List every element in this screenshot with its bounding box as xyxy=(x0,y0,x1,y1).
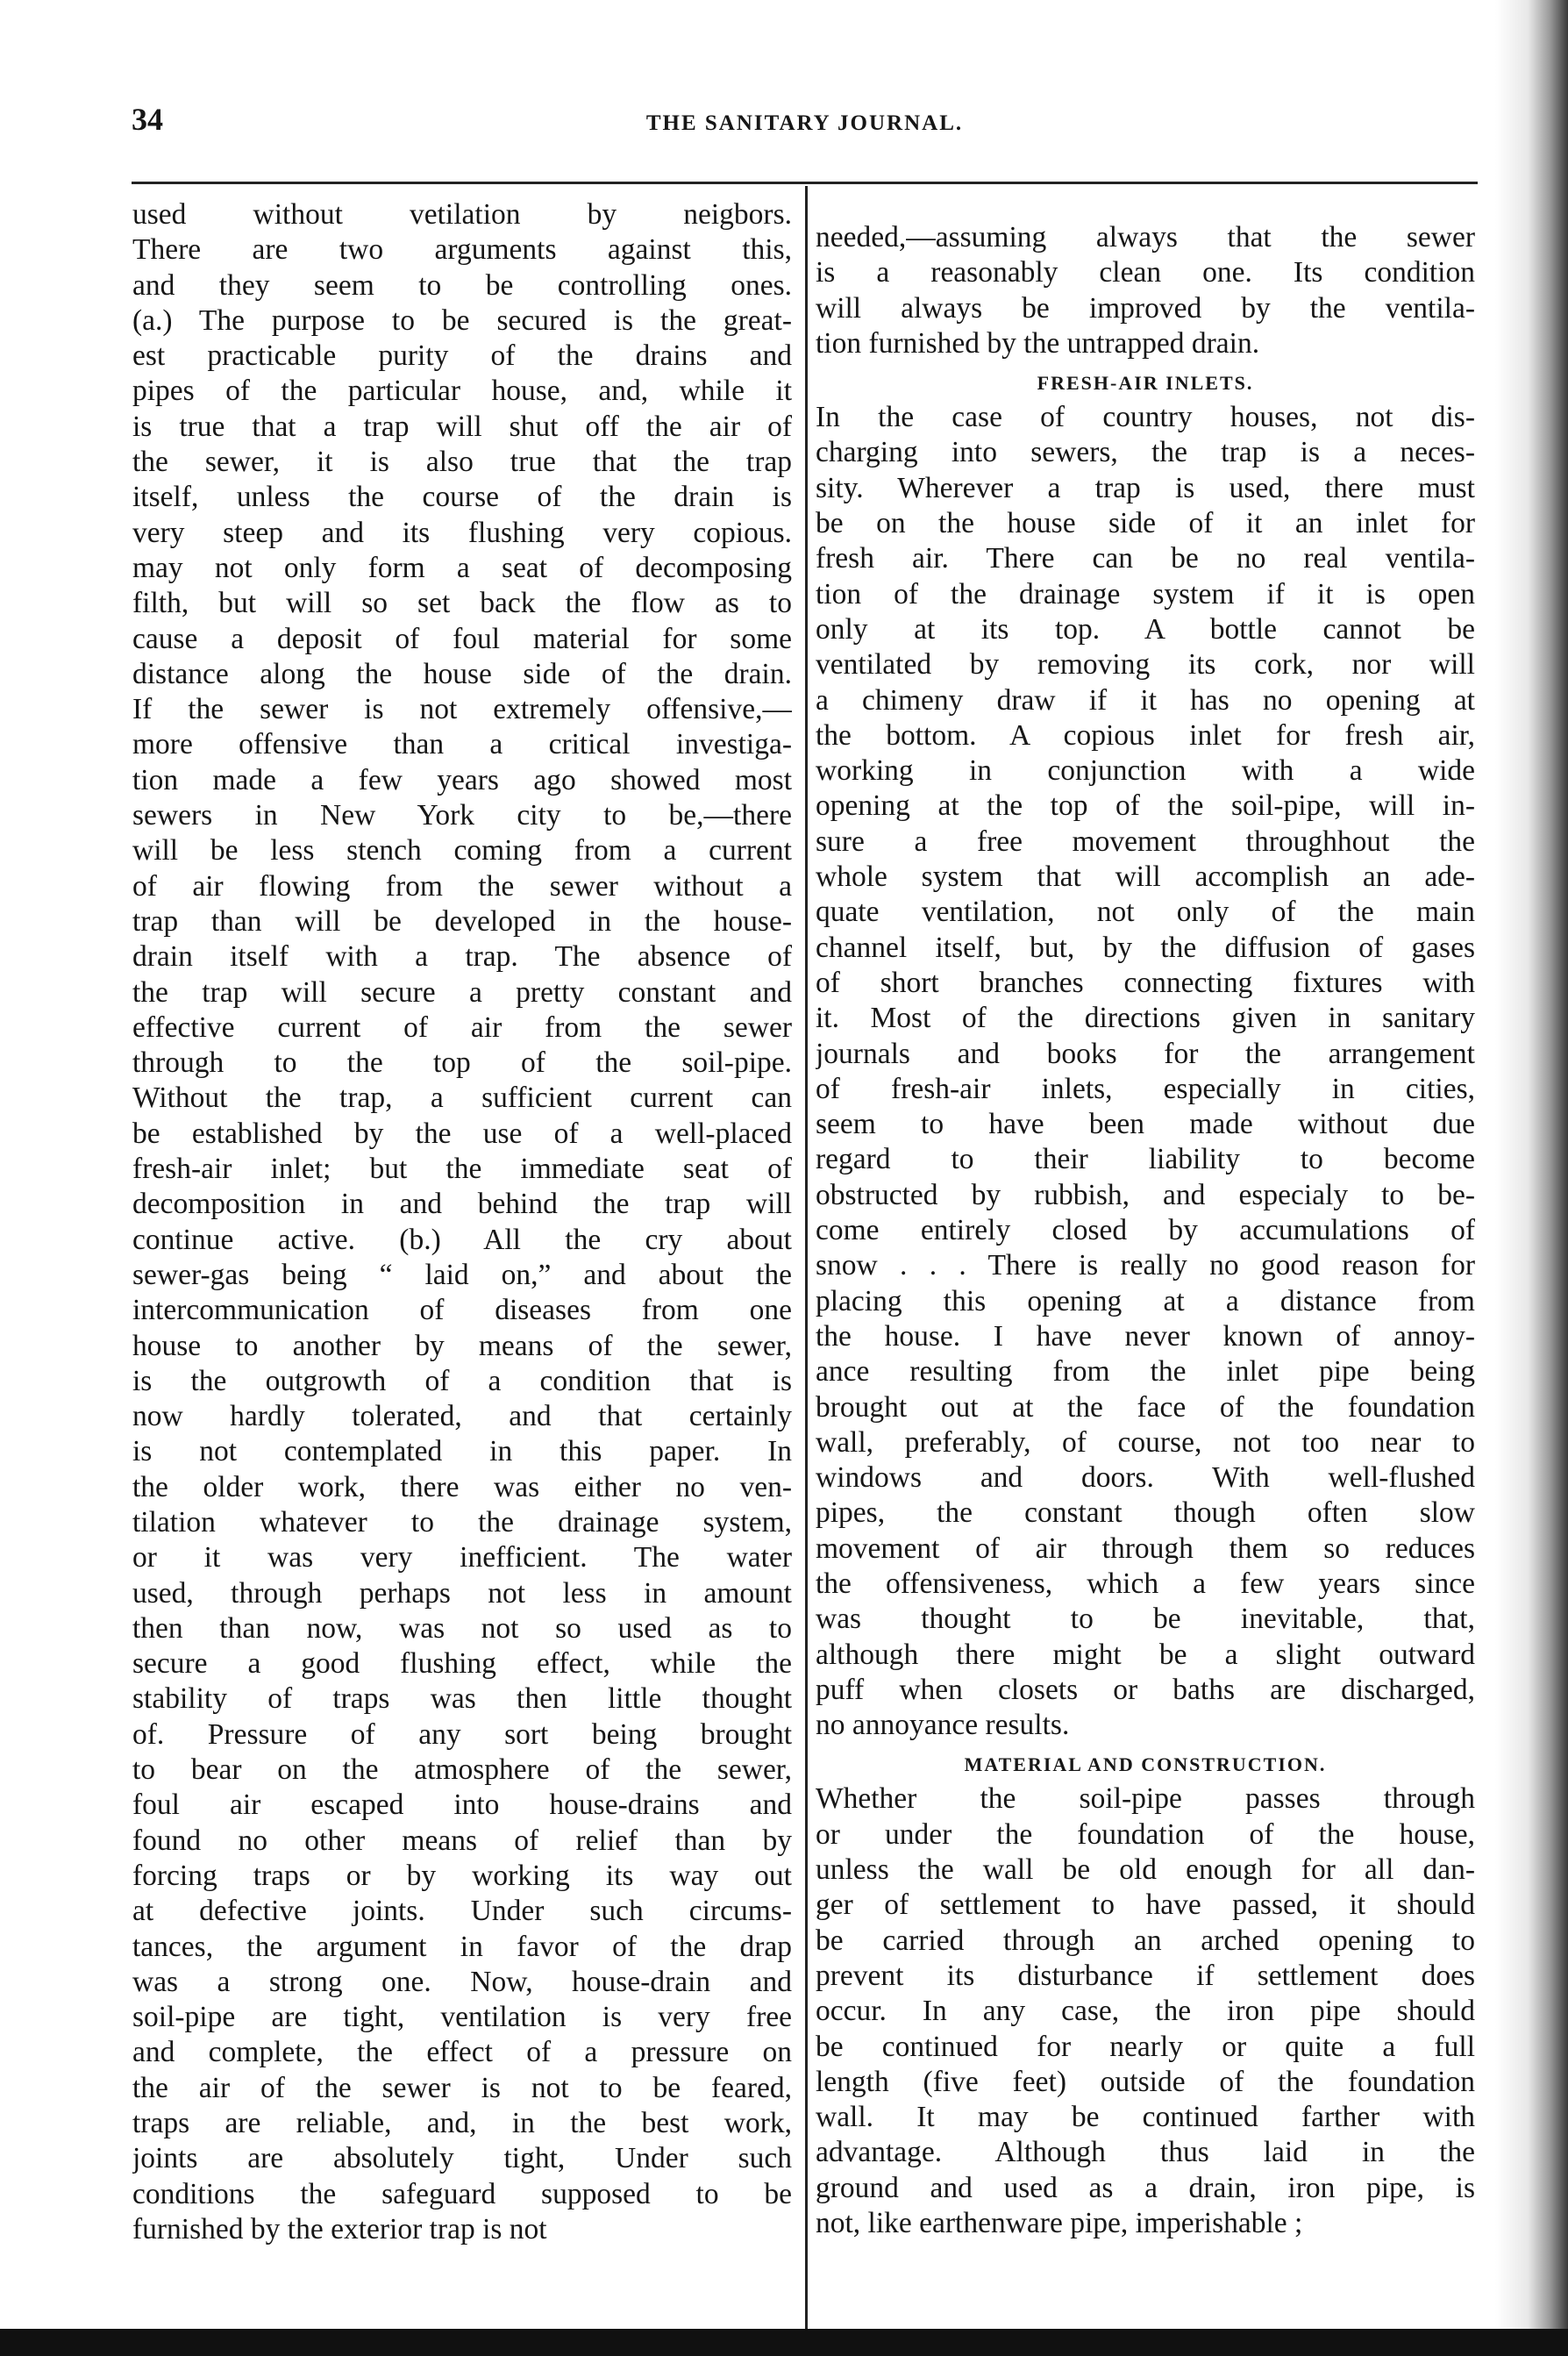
text-line: prevent its disturbance if settlement does xyxy=(816,1959,1475,1992)
text-line: intercommunication of diseases from one xyxy=(132,1294,792,1327)
text-line: to bear on the atmosphere of the sewer, xyxy=(132,1753,792,1787)
text-line: length (five feet) outside of the foundation xyxy=(816,2065,1475,2098)
text-line: occur. In any case, the iron pipe should xyxy=(816,1995,1475,2028)
section-fresh-air-inlets xyxy=(816,400,1475,1743)
text-line: the older work, there was either no ven- xyxy=(132,1470,792,1503)
text-line: fresh-air inlet; but the immediate seat of xyxy=(132,1153,792,1186)
text-line: the air of the sewer is not to be feared, xyxy=(132,2071,792,2104)
text-line: tances, the argument in favor of the drap xyxy=(132,1930,792,1963)
text-line: then than now, was not so used as to xyxy=(132,1611,792,1645)
text-line: charging into sewers, the trap is a neces- xyxy=(816,436,1475,469)
text-line: found no other means of relief than by xyxy=(132,1824,792,1857)
text-line: puff when closets or baths are discharged, xyxy=(816,1673,1475,1706)
text-line: est practicable purity of the drains and xyxy=(132,339,792,373)
text-line: If the sewer is not extremely offensive,— xyxy=(132,693,792,726)
text-line: channel itself, but, by the diffusion of gases xyxy=(816,931,1475,964)
text-line: be on the house side of it an inlet for xyxy=(816,507,1475,540)
text-line: forcing traps or by working its way out xyxy=(132,1859,792,1892)
text-line: effective current of air from the sewer xyxy=(132,1010,792,1044)
text-line: it. Most of the directions given in sanitary xyxy=(816,1002,1475,1035)
right-column-opening xyxy=(816,220,1475,361)
text-line: needed,—assuming always that the sewer xyxy=(816,221,1475,253)
text-line: decomposition in and behind the trap will xyxy=(132,1188,792,1221)
text-line: will always be improved by the ventila- xyxy=(816,291,1475,325)
text-line: snow . . . There is really no good reason for xyxy=(816,1249,1475,1282)
page-number: 34 xyxy=(132,102,163,137)
text-line: There are two arguments against this, xyxy=(132,233,792,267)
text-line: a chimeny draw if it has no opening at xyxy=(816,683,1475,717)
text-line: seem to have been made without due xyxy=(816,1108,1475,1141)
text-line: unless the wall be old enough for all dan- xyxy=(816,1853,1475,1887)
text-line: distance along the house side of the drain. xyxy=(132,657,792,690)
text-line: sity. Wherever a trap is used, there must xyxy=(816,471,1475,504)
text-line: the sewer, it is also true that the trap xyxy=(132,446,792,479)
text-line: the bottom. A copious inlet for fresh air, xyxy=(816,718,1475,752)
text-line: be continued for nearly or quite a full xyxy=(816,2030,1475,2063)
text-line: will be less stench coming from a current xyxy=(132,834,792,867)
text-line: fresh air. There can be no real ventila- xyxy=(816,542,1475,575)
right-column xyxy=(816,220,1475,2241)
text-line: regard to their liability to become xyxy=(816,1143,1475,1176)
text-line: was a strong one. Now, house-drain and xyxy=(132,1965,792,1998)
text-line: is a reasonably clean one. Its condition xyxy=(816,256,1475,289)
text-line: and complete, the effect of a pressure on xyxy=(132,2036,792,2069)
text-line: whole system that will accomplish an ade- xyxy=(816,860,1475,894)
text-line: In the case of country houses, not dis- xyxy=(816,401,1475,434)
text-line: sewers in New York city to be,—there xyxy=(132,799,792,832)
text-line: tion of the drainage system if it is open xyxy=(816,577,1475,610)
text-line: sewer-gas being “ laid on,” and about the xyxy=(132,1258,792,1291)
text-line: the house. I have never known of annoy- xyxy=(816,1319,1475,1353)
text-line: no annoyance results. xyxy=(816,1709,1070,1742)
section-heading-fresh-air-inlets: FRESH-AIR INLETS. xyxy=(1037,372,1254,395)
text-line: although there might be a slight outward xyxy=(816,1638,1475,1671)
text-line: not, like earthenware pipe, imperishable ; xyxy=(816,2207,1303,2240)
text-line: very steep and its flushing very copious. xyxy=(132,516,792,549)
text-line: placing this opening at a distance from xyxy=(816,1284,1475,1317)
text-line: tion made a few years ago showed most xyxy=(132,763,792,796)
text-line: ground and used as a drain, iron pipe, is xyxy=(816,2171,1475,2204)
text-line: joints are absolutely tight, Under such xyxy=(132,2142,792,2175)
text-line: at defective joints. Under such circums- xyxy=(132,1895,792,1928)
text-line: ventilated by removing its cork, nor will xyxy=(816,648,1475,682)
text-line: itself, unless the course of the drain is xyxy=(132,481,792,514)
text-line: pipes of the particular house, and, while it xyxy=(132,375,792,408)
text-line: (a.) The purpose to be secured is the great- xyxy=(132,303,792,337)
text-line: is true that a trap will shut off the air of xyxy=(132,410,792,443)
text-line: wall. It may be continued farther with xyxy=(816,2101,1475,2134)
text-line: sure a free movement throughhout the xyxy=(816,825,1475,858)
column-divider xyxy=(805,186,808,2335)
text-line: ger of settlement to have passed, it should xyxy=(816,1888,1475,1922)
text-line: tion furnished by the untrapped drain. xyxy=(816,326,1260,360)
text-line: of. Pressure of any sort being brought xyxy=(132,1717,792,1751)
text-line: of fresh-air inlets, especially in cities, xyxy=(816,1072,1475,1105)
section-heading-material-and-construction: MATERIAL AND CONSTRUCTION. xyxy=(964,1753,1327,1776)
text-line: filth, but will so set back the flow as to xyxy=(132,587,792,620)
text-line: through to the top of the soil-pipe. xyxy=(132,1046,792,1080)
text-line: wall, preferably, of course, not too near to xyxy=(816,1425,1475,1459)
text-line: is not contemplated in this paper. In xyxy=(132,1435,792,1468)
text-line: cause a deposit of foul material for some xyxy=(132,622,792,655)
text-line: journals and books for the arrangement xyxy=(816,1037,1475,1070)
header-rule xyxy=(132,182,1478,184)
text-line: pipes, the constant though often slow xyxy=(816,1496,1475,1530)
text-line: windows and doors. With well-flushed xyxy=(816,1461,1475,1495)
text-line: soil-pipe are tight, ventilation is very free xyxy=(132,2001,792,2034)
text-line: Without the trap, a sufficient current can xyxy=(132,1082,792,1115)
text-line: obstructed by rubbish, and especialy to be- xyxy=(816,1178,1475,1211)
text-line: tilation whatever to the drainage system, xyxy=(132,1505,792,1539)
text-line: furnished by the exterior trap is not xyxy=(132,2212,547,2245)
text-line: ance resulting from the inlet pipe being xyxy=(816,1355,1475,1389)
text-line: secure a good flushing effect, while the xyxy=(132,1647,792,1681)
text-line: used, through perhaps not less in amount xyxy=(132,1576,792,1610)
text-line: come entirely closed by accumulations of xyxy=(816,1214,1475,1247)
text-line: continue active. (b.) All the cry about xyxy=(132,1223,792,1256)
text-line: used without vetilation by neigbors. xyxy=(132,198,792,231)
scan-bottom-edge xyxy=(0,2329,1568,2356)
text-line: was thought to be inevitable, that, xyxy=(816,1603,1475,1636)
running-title: THE SANITARY JOURNAL. xyxy=(645,111,964,135)
text-line: of short branches connecting fixtures with xyxy=(816,966,1475,999)
text-line: may not only form a seat of decomposing xyxy=(132,551,792,584)
text-line: or it was very inefficient. The water xyxy=(132,1541,792,1574)
page-header xyxy=(132,101,1478,153)
section-material-and-construction xyxy=(816,1781,1475,2241)
text-line: only at its top. A bottle cannot be xyxy=(816,612,1475,646)
text-line: be carried through an arched opening to xyxy=(816,1924,1475,1957)
text-line: of air flowing from the sewer without a xyxy=(132,869,792,903)
text-line: drain itself with a trap. The absence of xyxy=(132,940,792,974)
page-edge-shadow xyxy=(1495,0,1568,2356)
text-line: movement of air through them so reduces xyxy=(816,1531,1475,1565)
text-line: the offensiveness, which a few years since xyxy=(816,1567,1475,1600)
left-column xyxy=(132,197,792,2247)
text-line: opening at the top of the soil-pipe, will in- xyxy=(816,789,1475,823)
text-line: now hardly tolerated, and that certainly xyxy=(132,1400,792,1433)
text-line: Whether the soil-pipe passes through xyxy=(816,1782,1475,1816)
text-line: is the outgrowth of a condition that is xyxy=(132,1364,792,1397)
text-line: house to another by means of the sewer, xyxy=(132,1329,792,1362)
text-line: advantage. Although thus laid in the xyxy=(816,2136,1475,2169)
text-line: foul air escaped into house-drains and xyxy=(132,1788,792,1822)
text-line: more offensive than a critical investiga- xyxy=(132,728,792,761)
text-line: brought out at the face of the foundation xyxy=(816,1390,1475,1424)
text-line: quate ventilation, not only of the main xyxy=(816,896,1475,929)
text-line: stability of traps was then little thought xyxy=(132,1682,792,1716)
text-line: working in conjunction with a wide xyxy=(816,754,1475,788)
text-line: traps are reliable, and, in the best work, xyxy=(132,2107,792,2140)
text-line: and they seem to be controlling ones. xyxy=(132,268,792,302)
text-line: the trap will secure a pretty constant and xyxy=(132,975,792,1009)
text-line: conditions the safeguard supposed to be xyxy=(132,2177,792,2210)
text-line: or under the foundation of the house, xyxy=(816,1817,1475,1851)
text-line: trap than will be developed in the house- xyxy=(132,904,792,938)
text-line: be established by the use of a well-placed xyxy=(132,1117,792,1150)
